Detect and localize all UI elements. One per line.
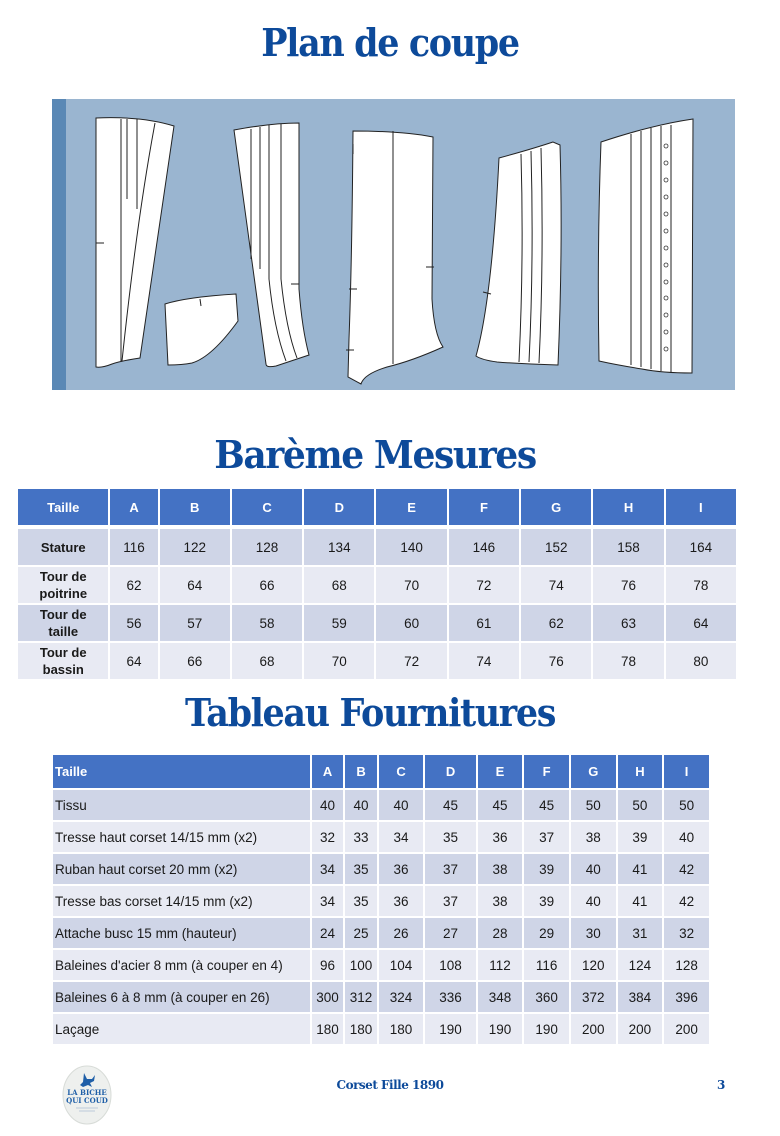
cell-value: 96 — [312, 950, 343, 980]
cell-value: 34 — [312, 886, 343, 916]
fournitures-header-row — [53, 755, 709, 788]
cell-value: 29 — [524, 918, 569, 948]
table-row — [53, 822, 709, 852]
cell-value: 140 — [376, 529, 446, 565]
header-size-b: B — [345, 755, 376, 788]
cell-value: 200 — [571, 1014, 616, 1044]
cell-value: 190 — [425, 1014, 475, 1044]
cell-value: 40 — [664, 822, 709, 852]
cell-value: 68 — [232, 643, 302, 679]
cell-value: 32 — [664, 918, 709, 948]
row-label: Attache busc 15 mm (hauteur) — [53, 918, 310, 948]
cell-value: 100 — [345, 950, 376, 980]
cell-value: 34 — [312, 854, 343, 884]
cell-value: 25 — [345, 918, 376, 948]
cell-value: 360 — [524, 982, 569, 1012]
header-size-h: H — [593, 489, 663, 525]
pattern-pieces-drawing — [52, 99, 735, 390]
row-label: Laçage — [53, 1014, 310, 1044]
cell-value: 128 — [232, 529, 302, 565]
cell-value: 190 — [478, 1014, 523, 1044]
cell-value: 50 — [571, 790, 616, 820]
cell-value: 59 — [304, 605, 374, 641]
cell-value: 348 — [478, 982, 523, 1012]
cell-value: 45 — [524, 790, 569, 820]
bareme-table — [16, 487, 738, 681]
cell-value: 134 — [304, 529, 374, 565]
cell-value: 26 — [379, 918, 424, 948]
cell-value: 300 — [312, 982, 343, 1012]
pattern-piece-6 — [598, 119, 693, 373]
cell-value: 122 — [160, 529, 230, 565]
header-size-i: I — [664, 755, 709, 788]
cell-value: 40 — [379, 790, 424, 820]
header-size-g: G — [521, 489, 591, 525]
cell-value: 30 — [571, 918, 616, 948]
bareme-header-row — [18, 489, 736, 525]
header-size-c: C — [379, 755, 424, 788]
cell-value: 384 — [618, 982, 663, 1012]
plan-de-coupe-title: Plan de coupe — [261, 20, 519, 65]
cell-value: 42 — [664, 886, 709, 916]
table-row — [53, 982, 709, 1012]
cell-value: 64 — [110, 643, 157, 679]
row-label: Baleines d'acier 8 mm (à couper en 4) — [53, 950, 310, 980]
pattern-piece-5 — [476, 142, 561, 365]
cell-value: 37 — [425, 854, 475, 884]
cell-value: 112 — [478, 950, 523, 980]
cell-value: 31 — [618, 918, 663, 948]
pattern-piece-1 — [96, 118, 174, 368]
pattern-piece-2 — [165, 294, 238, 365]
cell-value: 39 — [618, 822, 663, 852]
cell-value: 40 — [571, 886, 616, 916]
cell-value: 39 — [524, 854, 569, 884]
cell-value: 180 — [312, 1014, 343, 1044]
cell-value: 40 — [571, 854, 616, 884]
header-size-e: E — [376, 489, 446, 525]
cell-value: 40 — [312, 790, 343, 820]
cell-value: 76 — [521, 643, 591, 679]
cell-value: 164 — [666, 529, 736, 565]
cell-value: 312 — [345, 982, 376, 1012]
cell-value: 78 — [666, 567, 736, 603]
table-row — [53, 886, 709, 916]
tableau-fournitures-title: Tableau Fournitures — [185, 690, 555, 735]
cell-value: 120 — [571, 950, 616, 980]
cell-value: 80 — [666, 643, 736, 679]
cell-value: 72 — [449, 567, 519, 603]
cell-value: 116 — [524, 950, 569, 980]
cell-value: 38 — [478, 854, 523, 884]
cell-value: 61 — [449, 605, 519, 641]
header-taille: Taille — [53, 755, 310, 788]
table-row — [53, 1014, 709, 1044]
page-number: 3 — [717, 1078, 726, 1092]
row-label: Tour de poitrine — [18, 567, 108, 603]
header-size-e: E — [478, 755, 523, 788]
header-size-d: D — [304, 489, 374, 525]
cell-value: 66 — [232, 567, 302, 603]
cell-value: 45 — [425, 790, 475, 820]
svg-text:LA BICHE: LA BICHE — [67, 1088, 107, 1097]
header-size-f: F — [449, 489, 519, 525]
cell-value: 190 — [524, 1014, 569, 1044]
cell-value: 146 — [449, 529, 519, 565]
cell-value: 66 — [160, 643, 230, 679]
cell-value: 38 — [571, 822, 616, 852]
cell-value: 57 — [160, 605, 230, 641]
cell-value: 35 — [425, 822, 475, 852]
table-row — [53, 790, 709, 820]
pattern-piece-3 — [234, 123, 309, 367]
row-label: Tresse haut corset 14/15 mm (x2) — [53, 822, 310, 852]
header-size-g: G — [571, 755, 616, 788]
cell-value: 74 — [449, 643, 519, 679]
header-size-d: D — [425, 755, 475, 788]
row-label: Tour de bassin — [18, 643, 108, 679]
cell-value: 158 — [593, 529, 663, 565]
header-size-b: B — [160, 489, 230, 525]
cell-value: 35 — [345, 886, 376, 916]
header-taille: Taille — [18, 489, 108, 525]
header-size-f: F — [524, 755, 569, 788]
row-label: Ruban haut corset 20 mm (x2) — [53, 854, 310, 884]
footer-document-title: Corset Fille 1890 — [336, 1078, 444, 1092]
svg-text:QUI COUD: QUI COUD — [66, 1096, 108, 1105]
cell-value: 24 — [312, 918, 343, 948]
cell-value: 36 — [379, 886, 424, 916]
table-row — [53, 854, 709, 884]
table-row — [18, 643, 736, 679]
cell-value: 45 — [478, 790, 523, 820]
row-label: Tissu — [53, 790, 310, 820]
cell-value: 35 — [345, 854, 376, 884]
cell-value: 34 — [379, 822, 424, 852]
cell-value: 64 — [666, 605, 736, 641]
row-label: Stature — [18, 529, 108, 565]
cell-value: 63 — [593, 605, 663, 641]
cell-value: 62 — [521, 605, 591, 641]
cell-value: 41 — [618, 854, 663, 884]
cell-value: 396 — [664, 982, 709, 1012]
cell-value: 76 — [593, 567, 663, 603]
cell-value: 78 — [593, 643, 663, 679]
cell-value: 336 — [425, 982, 475, 1012]
row-label: Baleines 6 à 8 mm (à couper en 26) — [53, 982, 310, 1012]
cell-value: 39 — [524, 886, 569, 916]
cell-value: 37 — [524, 822, 569, 852]
bareme-mesures-title: Barème Mesures — [214, 432, 536, 477]
fournitures-table — [51, 753, 711, 1046]
pattern-layout-image — [52, 99, 735, 390]
cell-value: 124 — [618, 950, 663, 980]
cell-value: 116 — [110, 529, 157, 565]
cell-value: 152 — [521, 529, 591, 565]
cell-value: 180 — [379, 1014, 424, 1044]
cell-value: 128 — [664, 950, 709, 980]
cell-value: 200 — [664, 1014, 709, 1044]
cell-value: 32 — [312, 822, 343, 852]
cell-value: 36 — [379, 854, 424, 884]
cell-value: 70 — [376, 567, 446, 603]
cell-value: 38 — [478, 886, 523, 916]
table-row — [18, 605, 736, 641]
header-size-h: H — [618, 755, 663, 788]
cell-value: 60 — [376, 605, 446, 641]
row-label: Tresse bas corset 14/15 mm (x2) — [53, 886, 310, 916]
pattern-piece-4 — [348, 131, 443, 384]
cell-value: 42 — [664, 854, 709, 884]
cell-value: 50 — [664, 790, 709, 820]
cell-value: 56 — [110, 605, 157, 641]
cell-value: 324 — [379, 982, 424, 1012]
table-row — [18, 567, 736, 603]
header-size-a: A — [312, 755, 343, 788]
cell-value: 104 — [379, 950, 424, 980]
cell-value: 62 — [110, 567, 157, 603]
cell-value: 36 — [478, 822, 523, 852]
cell-value: 50 — [618, 790, 663, 820]
header-size-i: I — [666, 489, 736, 525]
row-label: Tour de taille — [18, 605, 108, 641]
header-size-c: C — [232, 489, 302, 525]
cell-value: 58 — [232, 605, 302, 641]
la-biche-qui-coud-logo — [62, 1065, 112, 1125]
cell-value: 41 — [618, 886, 663, 916]
cell-value: 28 — [478, 918, 523, 948]
cell-value: 180 — [345, 1014, 376, 1044]
table-row — [53, 918, 709, 948]
cell-value: 33 — [345, 822, 376, 852]
cell-value: 64 — [160, 567, 230, 603]
header-size-a: A — [110, 489, 157, 525]
cell-value: 37 — [425, 886, 475, 916]
cell-value: 72 — [376, 643, 446, 679]
cell-value: 40 — [345, 790, 376, 820]
cell-value: 200 — [618, 1014, 663, 1044]
cell-value: 74 — [521, 567, 591, 603]
cell-value: 27 — [425, 918, 475, 948]
table-row — [18, 529, 736, 565]
cell-value: 372 — [571, 982, 616, 1012]
table-row — [53, 950, 709, 980]
cell-value: 68 — [304, 567, 374, 603]
cell-value: 70 — [304, 643, 374, 679]
cell-value: 108 — [425, 950, 475, 980]
